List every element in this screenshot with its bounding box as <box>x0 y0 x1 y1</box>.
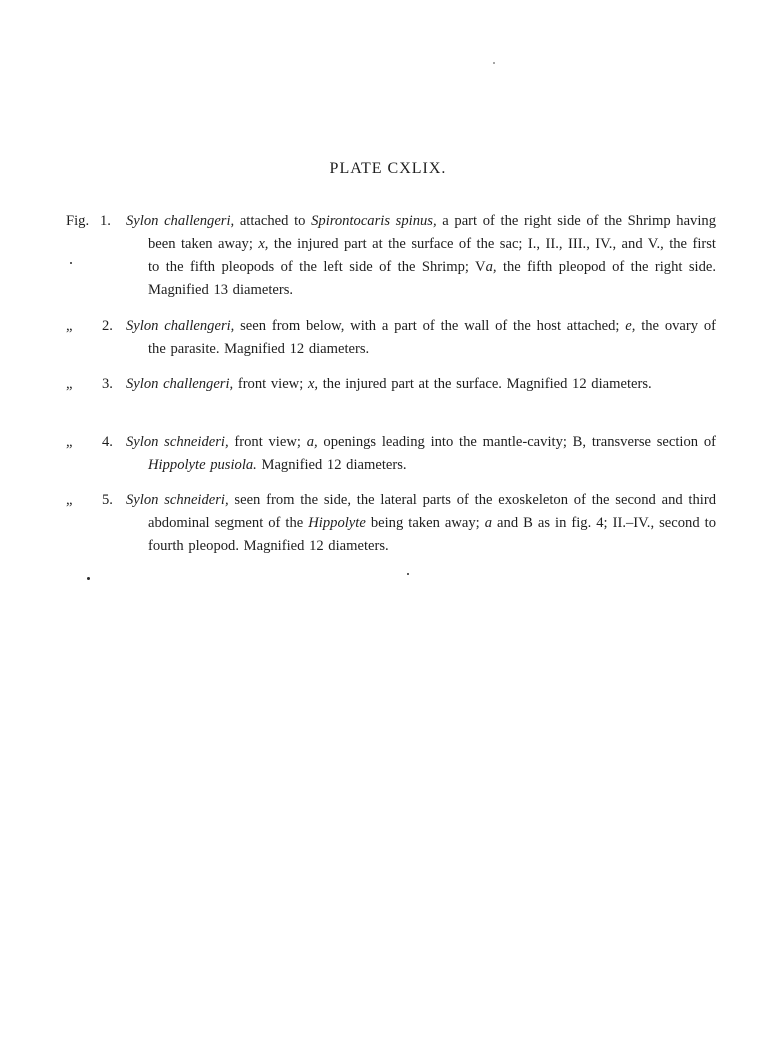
host-genus-name: Hippolyte <box>308 515 366 531</box>
figure-number: 3. <box>102 376 113 392</box>
species-name: Sylon schneideri, <box>126 492 229 508</box>
host-species-name: Spirontocaris spinus, <box>311 213 437 229</box>
ditto-mark: „ <box>66 434 73 450</box>
figure-number: 4. <box>102 434 113 450</box>
print-speck <box>87 577 90 580</box>
figure-prefix: Fig. <box>66 213 90 229</box>
figure-number: 1. <box>100 213 111 229</box>
figure-caption-5 <box>66 489 716 558</box>
ditto-mark: „ <box>66 492 73 508</box>
figure-label-5 <box>66 489 124 512</box>
figure-description-4: Sylon schneideri, front view; a, openings leading into the mantle-cavity; B, transverse section of Hippolyte pusiola. Magnified 12 diameters. <box>126 434 716 473</box>
print-speck <box>407 573 409 575</box>
figure-label-4 <box>66 431 124 454</box>
figure-description-1: Sylon challengeri, attached to Spirontocaris spinus, a part of the right side of the Shrimp having been taken away; x, the injured part at the surface of the sac; I., II., III., IV., and V., the first to the fifth pleopods of the left side of the Shrimp; Va, the fifth pleopod of the right side. Magnified 13 diameters. <box>126 213 716 298</box>
figure-label-2 <box>66 315 124 338</box>
figure-label-3 <box>66 373 124 396</box>
print-speck <box>493 62 495 64</box>
print-speck <box>70 262 72 264</box>
figure-number: 5. <box>102 492 113 508</box>
figure-caption-4 <box>66 431 716 477</box>
ditto-mark: „ <box>66 376 73 392</box>
figure-caption-1 <box>66 210 716 302</box>
figure-caption-3 <box>66 373 716 396</box>
host-species-name: Hippolyte pusiola. <box>148 457 257 473</box>
species-name: Sylon challengeri, <box>126 318 235 334</box>
figure-description-2: Sylon challengeri, seen from below, with a part of the wall of the host attached; e, the ovary of the parasite. Magnified 12 diameters. <box>126 318 716 357</box>
species-name: Sylon challengeri, <box>126 376 234 392</box>
figure-description-5: Sylon schneideri, seen from the side, the lateral parts of the exoskeleton of the second and third abdominal segment of the Hippolyte being taken away; a and B as in fig. 4; II.–IV., second to fourth pleopod. Magnified 12 diameters. <box>126 492 716 554</box>
plate-title: PLATE CXLIX. <box>329 160 447 177</box>
figure-number: 2. <box>102 318 113 334</box>
species-name: Sylon schneideri, <box>126 434 229 450</box>
ditto-mark: „ <box>66 318 73 334</box>
figure-caption-2 <box>66 315 716 361</box>
species-name: Sylon challengeri, <box>126 213 235 229</box>
figure-description-3: Sylon challengeri, front view; x, the injured part at the surface. Magnified 12 diameters. <box>126 376 652 392</box>
figure-label-1 <box>66 210 124 233</box>
